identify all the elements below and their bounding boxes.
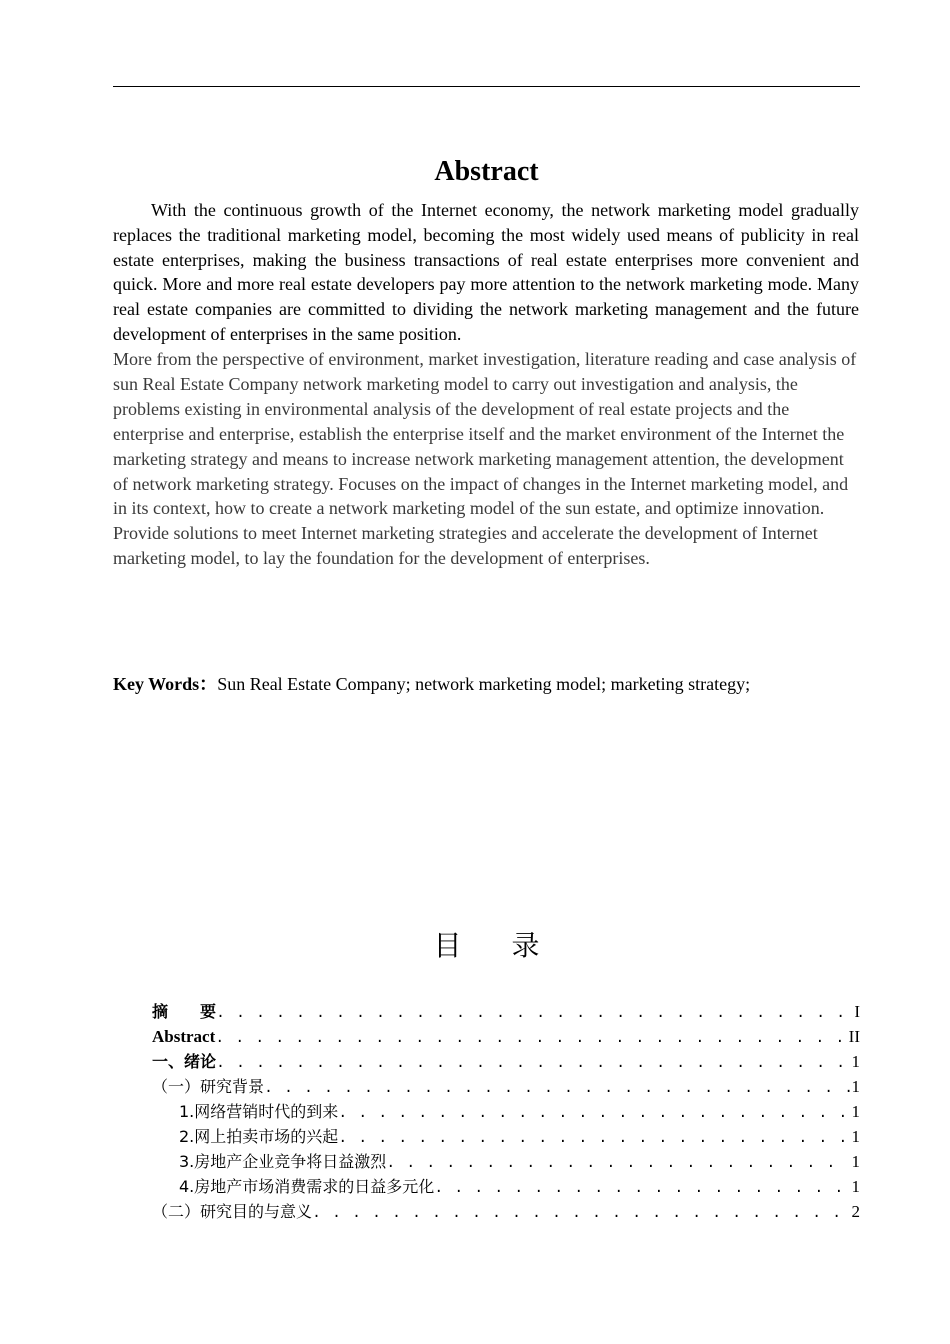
toc-entry-page: I [854,1002,860,1021]
toc-entry[interactable] [113,1124,860,1149]
toc-entry-text: （一）研究背景 [152,1077,265,1096]
toc-entry[interactable] [113,1149,860,1174]
toc-entry-text: 一、绪论 [152,1052,217,1071]
header-rule [113,86,860,87]
toc-entry[interactable] [113,1174,860,1199]
toc-leader [264,1076,849,1099]
toc-entry-page: 1 [851,1102,860,1121]
toc-entry[interactable] [113,1024,860,1049]
toc-entry-page: 1 [851,1052,860,1071]
toc-entry-text: 3.房地产企业竞争将日益激烈 [179,1152,387,1171]
toc-entry[interactable] [113,999,860,1024]
toc-leader [338,1101,849,1124]
toc-leader [338,1126,849,1149]
toc-entry[interactable] [113,1049,860,1074]
toc-entry-page: 1 [851,1127,860,1146]
toc-entry-page: 1 [851,1177,860,1196]
toc-leader [216,1051,849,1074]
table-of-contents [113,999,860,1224]
toc-leader [215,1026,846,1049]
toc-entry-page: 2 [851,1202,860,1221]
toc-entry[interactable] [113,1099,860,1124]
abstract-paragraph-1: With the continuous growth of the Internet economy, the network marketing model gradually replaces the traditional marketing model, becoming the most widely used means of publicity in real estate enterprises, making the business transactions of real estate enterprises more convenient and quick. More and more real estate developers pay more attention to the network marketing mode. Many real estate companies are committed to dividing the network marketing management and the future development of enterprises in the same position. [113,200,859,344]
keywords-label: Key Words： [113,674,218,694]
toc-leader [216,1001,852,1024]
toc-entry-page: II [848,1027,860,1046]
toc-entry-text: 1.网络营销时代的到来 [179,1102,339,1121]
toc-leader [312,1201,849,1224]
keywords-text: Sun Real Estate Company; network marketing model; marketing strategy; [217,674,751,694]
toc-entry-page: 1 [851,1152,860,1171]
abstract-paragraph-2: More from the perspective of environment, market investigation, literature reading and case analysis of sun Real Estate Company network marketing model to carry out investigation and analysis, the problems existing in environmental analysis of the development of real estate projects and the enterprise and enterprise, establish the enterprise itself and the market environment of the Internet the marketing strategy and means to increase network marketing management attention, the development of network marketing strategy. Focuses on the impact of changes in the Internet marketing model, and in its context, how to create a network marketing model of the sun estate, and optimize innovation. Provide solutions to meet Internet marketing strategies and accelerate the development of Internet marketing model, to lay the foundation for the development of enterprises. [113,349,857,569]
toc-entry-text: Abstract [152,1027,216,1046]
toc-entry[interactable] [113,1074,860,1099]
keywords-line [113,672,859,696]
toc-title: 目录 [433,929,590,962]
toc-leader [386,1151,849,1174]
abstract-title: Abstract [434,156,539,187]
toc-entry-page: 1 [851,1077,860,1096]
toc-entry-text: （二）研究目的与意义 [152,1202,313,1221]
toc-entry[interactable] [113,1199,860,1224]
toc-entry-text: 4.房地产市场消费需求的日益多元化 [179,1177,435,1196]
toc-entry-text: 摘 要 [152,1002,217,1021]
toc-entry-text: 2.网上拍卖市场的兴起 [179,1127,339,1146]
toc-leader [434,1176,849,1199]
